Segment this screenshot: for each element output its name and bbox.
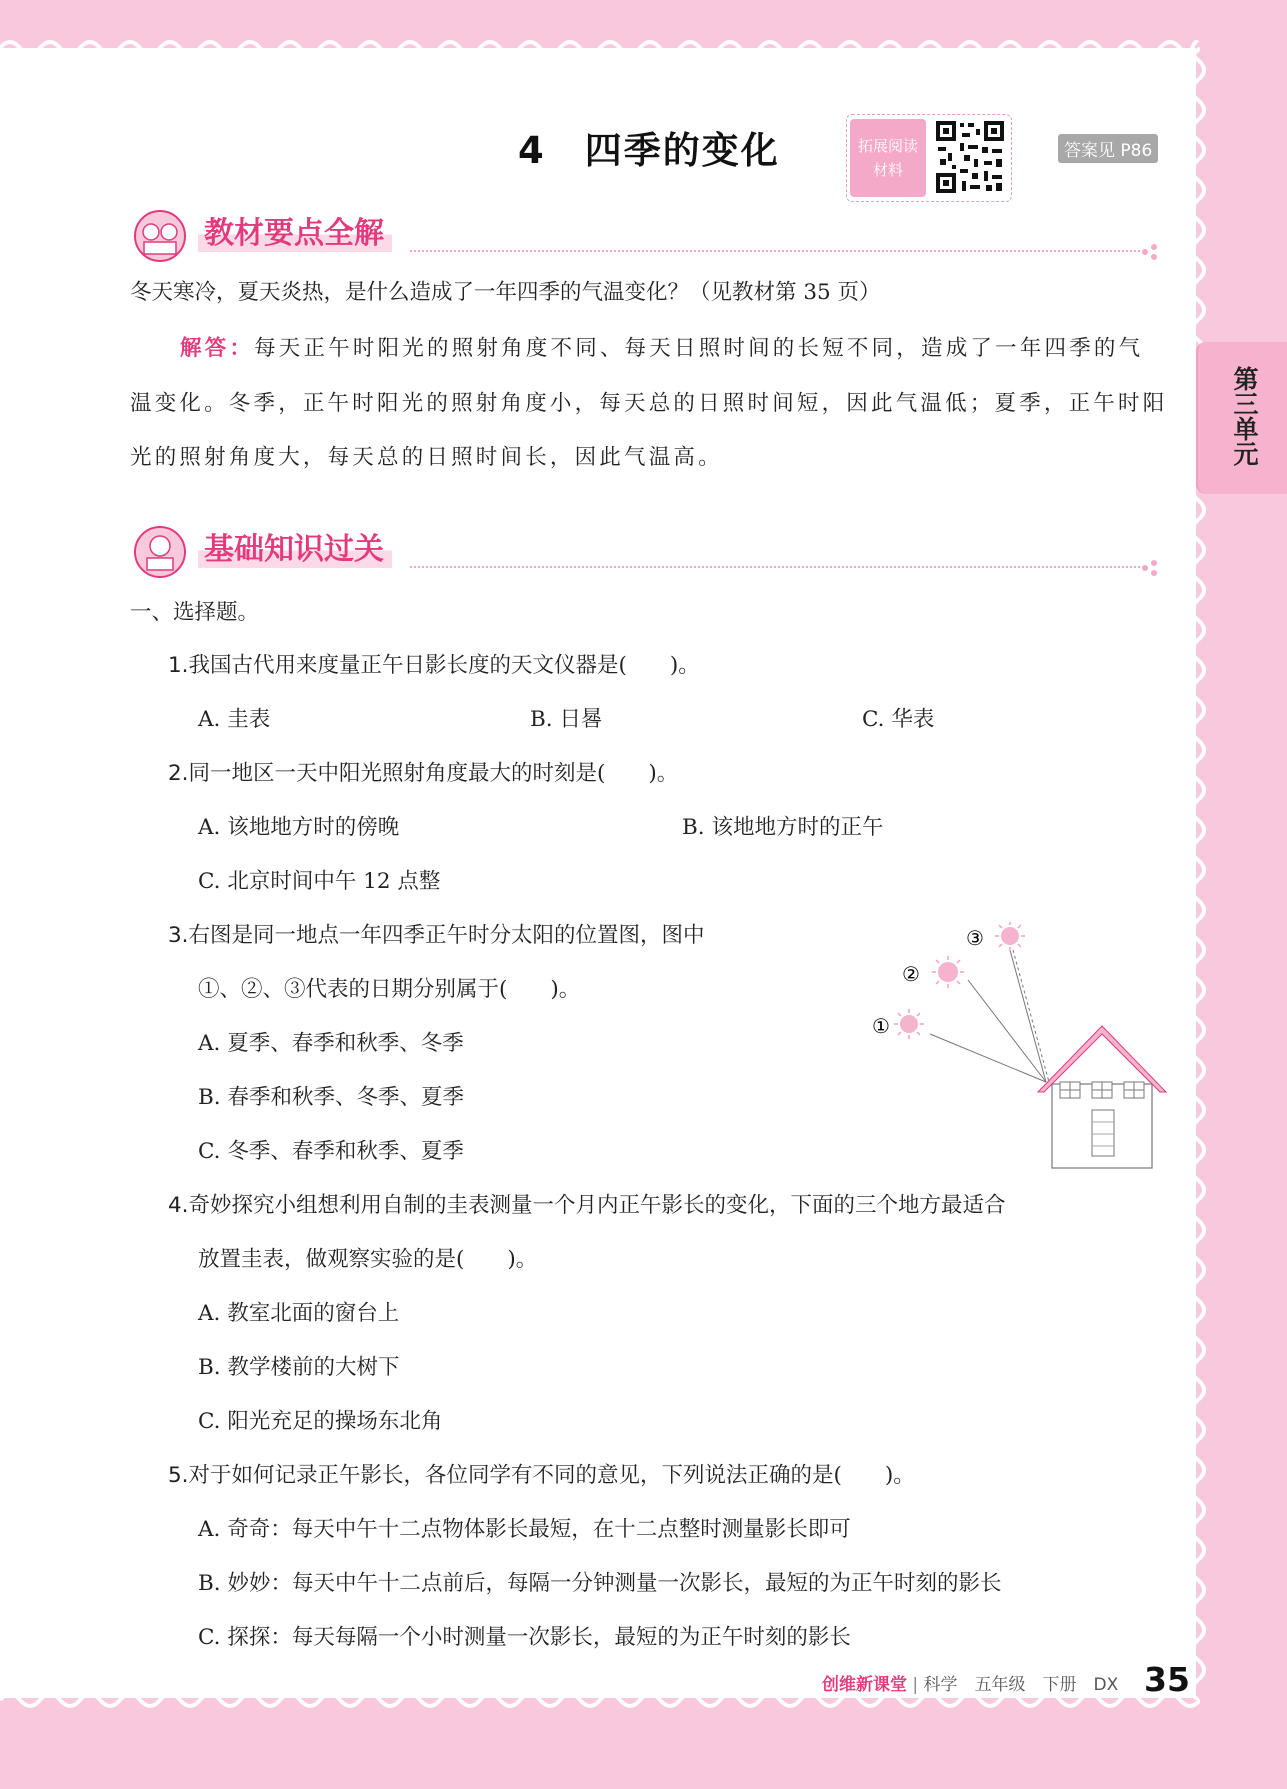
sun-3-label: ③ (966, 926, 984, 950)
section-title-textbook: 教材要点全解 (198, 208, 392, 252)
section-heading-basics (130, 520, 1170, 580)
q1-option-b[interactable]: B. 日晷 (530, 707, 603, 732)
qr-code-icon[interactable] (934, 119, 1006, 195)
students-badge-icon (130, 208, 190, 262)
q3-option-c[interactable]: C. 冬季、春季和秋季、夏季 (198, 1139, 464, 1164)
q2-option-a[interactable]: A. 该地地方时的傍晚 (198, 815, 400, 840)
unit-side-tab (1196, 342, 1287, 494)
textbook-question: 冬天寒冷，夏天炎热，是什么造成了一年四季的气温变化？（见教材第 35 页） (130, 280, 881, 305)
q1-option-c[interactable]: C. 华表 (862, 707, 935, 732)
q4-option-a[interactable]: A. 教室北面的窗台上 (198, 1301, 400, 1326)
q3-option-b[interactable]: B. 春季和秋季、冬季、夏季 (198, 1085, 464, 1110)
q1-option-a[interactable]: A. 圭表 (198, 707, 271, 732)
section-title-basics: 基础知识过关 (198, 524, 392, 568)
divider-end-dots (1140, 558, 1164, 578)
question-3-number: 3. (168, 923, 189, 948)
q3-option-a[interactable]: A. 夏季、春季和秋季、冬季 (198, 1031, 464, 1056)
page-title: 4 四季的变化 (518, 129, 780, 172)
q2-option-b[interactable]: B. 该地地方时的正午 (682, 815, 884, 840)
answer-text-1: 每天正午时阳光的照射角度不同、每天日照时间的长短不同，造成了一年四季的气 (254, 336, 1144, 361)
question-3-stem-1: 右图是同一地点一年四季正午时分太阳的位置图，图中 (188, 923, 705, 948)
divider-end-dots (1140, 242, 1164, 262)
footer-brand: 创维新课堂 (822, 1675, 907, 1695)
section-heading-textbook (130, 204, 1170, 264)
question-1-stem: 我国古代用来度量正午日影长度的天文仪器是( )。 (188, 653, 700, 678)
dotted-divider (410, 566, 1140, 568)
student-badge-icon (130, 524, 190, 578)
sun-2-icon (932, 956, 964, 988)
q2-option-c[interactable]: C. 北京时间中午 12 点整 (198, 869, 441, 894)
question-3-line-1 (168, 921, 705, 951)
question-1-number: 1. (168, 653, 189, 678)
footer-separator: | (912, 1675, 919, 1695)
page-number: 35 (1144, 1660, 1190, 1699)
dotted-divider (410, 250, 1140, 252)
q4-option-c[interactable]: C. 阳光充足的操场东北角 (198, 1409, 443, 1434)
answer-label: 解答： (180, 336, 255, 361)
house-icon (1038, 1026, 1166, 1168)
question-4-number: 4. (168, 1193, 189, 1218)
qr-label-line2: 材料 (872, 161, 903, 179)
unit-tab-label: 第三单元 (1230, 366, 1259, 466)
question-4-stem-1: 奇妙探究小组想利用自制的圭表测量一个月内正午影长的变化，下面的三个地方最适合 (188, 1193, 1006, 1218)
question-2-number: 2. (168, 761, 189, 786)
answer-line-3: 光的照射角度大，每天总的日照时间长，因此气温高。 (130, 445, 723, 470)
question-5 (168, 1461, 915, 1491)
footer-course-info: 科学 五年级 下册 DX (923, 1675, 1119, 1695)
question-4-line-1 (168, 1191, 1006, 1221)
q5-option-a[interactable]: A. 奇奇：每天中午十二点物体影长最短，在十二点整时测量影长即可 (198, 1517, 851, 1542)
answer-line-2: 温变化。冬季，正午时阳光的照射角度小，每天总的日照时间短，因此气温低；夏季，正午时阳 (130, 391, 1168, 416)
question-2 (168, 759, 678, 789)
extended-reading-label[interactable] (850, 119, 926, 197)
footer-info (822, 1670, 1118, 1695)
wavy-border-right (1186, 40, 1210, 1700)
sun-2-label: ② (902, 962, 920, 986)
sun-position-figure (850, 922, 1180, 1170)
answer-line-1 (180, 334, 1143, 364)
qr-label-line1: 拓展阅读 (857, 137, 918, 155)
question-4-line-2: 放置圭表，做观察实验的是( )。 (198, 1247, 538, 1272)
q4-option-b[interactable]: B. 教学楼前的大树下 (198, 1355, 400, 1380)
question-1 (168, 651, 700, 681)
q5-option-c[interactable]: C. 探探：每天每隔一个小时测量一次影长，最短的为正午时刻的影长 (198, 1625, 851, 1650)
question-5-number: 5. (168, 1463, 189, 1488)
question-2-stem: 同一地区一天中阳光照射角度最大的时刻是( )。 (188, 761, 679, 786)
answer-reference: 答案见 P86 (1058, 134, 1158, 163)
sun-1-icon (894, 1009, 924, 1039)
question-3-line-2: ①、②、③代表的日期分别属于( )。 (198, 977, 581, 1002)
sun-1-label: ① (872, 1014, 890, 1038)
question-5-stem: 对于如何记录正午影长，各位同学有不同的意见，下列说法正确的是( )。 (188, 1463, 915, 1488)
wavy-border-top (0, 36, 1200, 60)
q5-option-b[interactable]: B. 妙妙：每天中午十二点前后，每隔一分钟测量一次影长，最短的为正午时刻的影长 (198, 1571, 1002, 1596)
part-title: 一、选择题。 (130, 600, 260, 625)
sun-3-icon (995, 922, 1025, 951)
